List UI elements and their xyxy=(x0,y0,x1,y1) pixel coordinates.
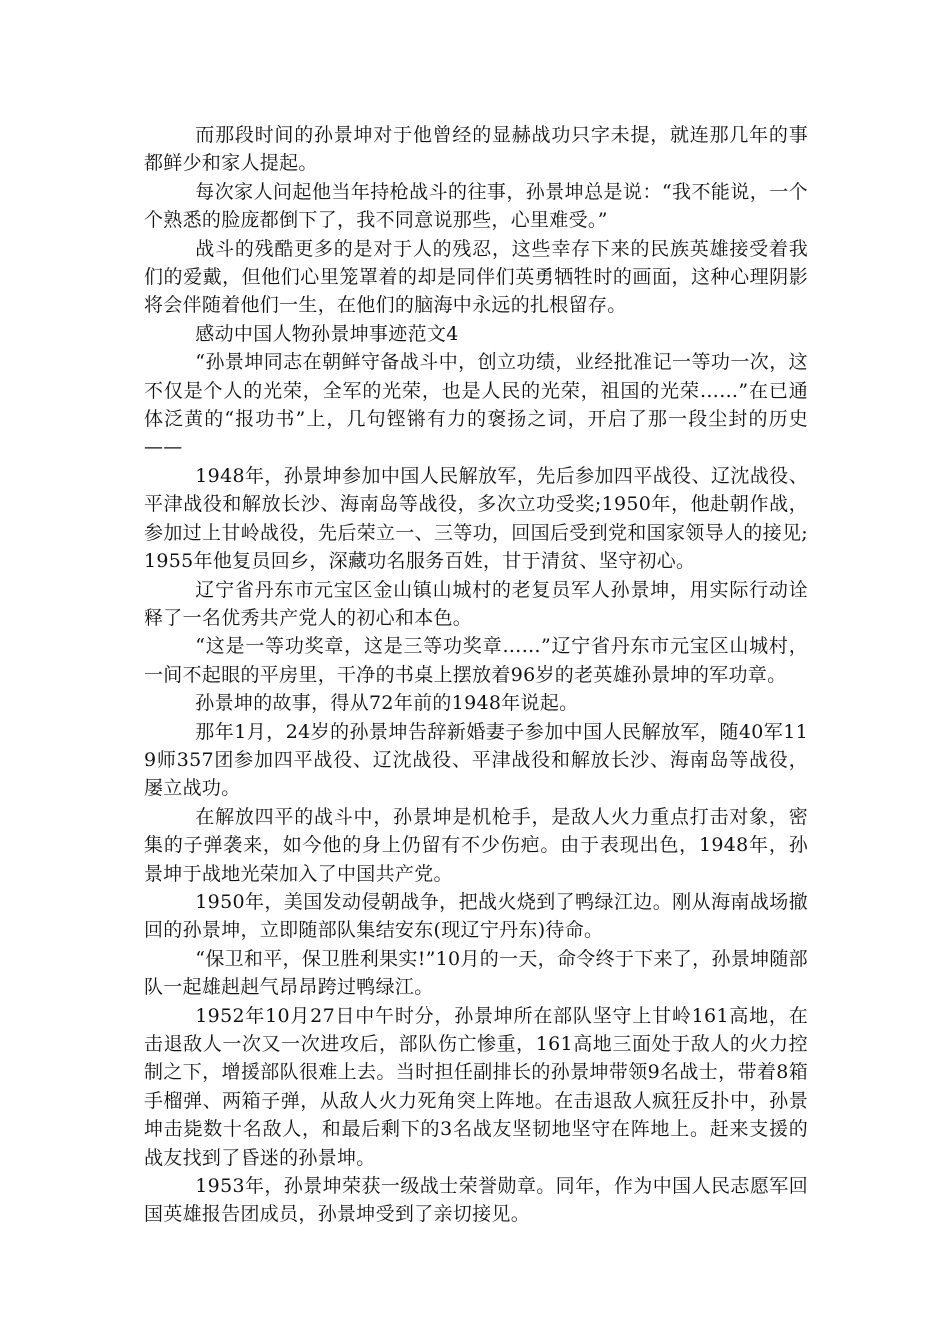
paragraph: 在解放四平的战斗中，孙景坤是机枪手，是敌人火力重点打击对象，密集的子弹袭来，如今他的身上仍留有不少伤疤。由于表现出色，1948年，孙景坤于战地光荣加入了中国共产党。 xyxy=(144,805,808,885)
document-body xyxy=(144,121,808,1229)
section-heading: 感动中国人物孙景坤事迹范文4 xyxy=(195,322,459,345)
paragraph: 战斗的残酷更多的是对于人的残忍，这些幸存下来的民族英雄接受着我们的爱戴，但他们心里笼罩着的却是同伴们英勇牺牲时的画面，这种心理阴影将会伴随着他们一生，在他们的脑海中永远的扎根留存。 xyxy=(144,237,808,317)
paragraph: 1948年，孙景坤参加中国人民解放军，先后参加四平战役、辽沈战役、平津战役和解放长沙、海南岛等战役，多次立功受奖;1950年，他赴朝作战，参加过上甘岭战役，先后荣立一、三等功，回国后受到党和国家领导人的接见;1955年他复员回乡，深藏功名服务百姓，甘于清贫、坚守初心。 xyxy=(144,464,808,573)
paragraph: “孙景坤同志在朝鲜守备战斗中，创立功绩，业经批准记一等功一次，这不仅是个人的光荣，全军的光荣，也是人民的光荣，祖国的光荣……”在已通体泛黄的“报功书”上，几句铿锵有力的褒扬之词，开启了那一段尘封的历史—— xyxy=(144,351,808,459)
paragraph: 1952年10月27日中午时分，孙景坤所在部队坚守上甘岭161高地，在击退敌人一次又一次进攻后，部队伤亡惨重，161高地三面处于敌人的火力控制之下，增援部队很难上去。当时担任副排长的孙景坤带领9名战士，带着8箱手榴弹、两箱子弹，从敌人火力死角突上阵地。在击退敌人疯狂反扑中，孙景坤击毙数十名敌人，和最后剩下的3名战友坚韧地坚守在阵地上。赶来支援的战友找到了昏迷的孙景坤。 xyxy=(144,1004,808,1169)
paragraph: 那年1月，24岁的孙景坤告辞新婚妻子参加中国人民解放军，随40军119师357团参加四平战役、辽沈战役、平津战役和解放长沙、海南岛等战役，屡立战功。 xyxy=(144,720,808,800)
paragraph: 辽宁省丹东市元宝区金山镇山城村的老复员军人孙景坤，用实际行动诠释了一名优秀共产党人的初心和本色。 xyxy=(144,578,808,629)
paragraph: 孙景坤的故事，得从72年前的1948年说起。 xyxy=(195,692,579,715)
paragraph: 而那段时间的孙景坤对于他曾经的显赫战功只字未提，就连那几年的事都鲜少和家人提起。 xyxy=(144,124,808,175)
paragraph: “保卫和平，保卫胜利果实!”10月的一天，命令终于下来了，孙景坤随部队一起雄赳赳气昂昂跨过鸭绿江。 xyxy=(144,947,808,999)
paragraph: 每次家人问起他当年持枪战斗的往事，孙景坤总是说：“我不能说，一个个熟悉的脸庞都倒下了，我不同意说那些，心里难受。” xyxy=(144,180,808,232)
paragraph: 1950年，美国发动侵朝战争，把战火烧到了鸭绿江边。刚从海南战场撤回的孙景坤，立即随部队集结安东(现辽宁丹东)待命。 xyxy=(144,890,808,942)
paragraph: “这是一等功奖章，这是三等功奖章……”辽宁省丹东市元宝区山城村，一间不起眼的平房里，干净的书桌上摆放着96岁的老英雄孙景坤的军功章。 xyxy=(144,635,808,686)
paragraph: 1953年，孙景坤荣获一级战士荣誉勋章。同年，作为中国人民志愿军回国英雄报告团成员，孙景坤受到了亲切接见。 xyxy=(144,1175,808,1226)
